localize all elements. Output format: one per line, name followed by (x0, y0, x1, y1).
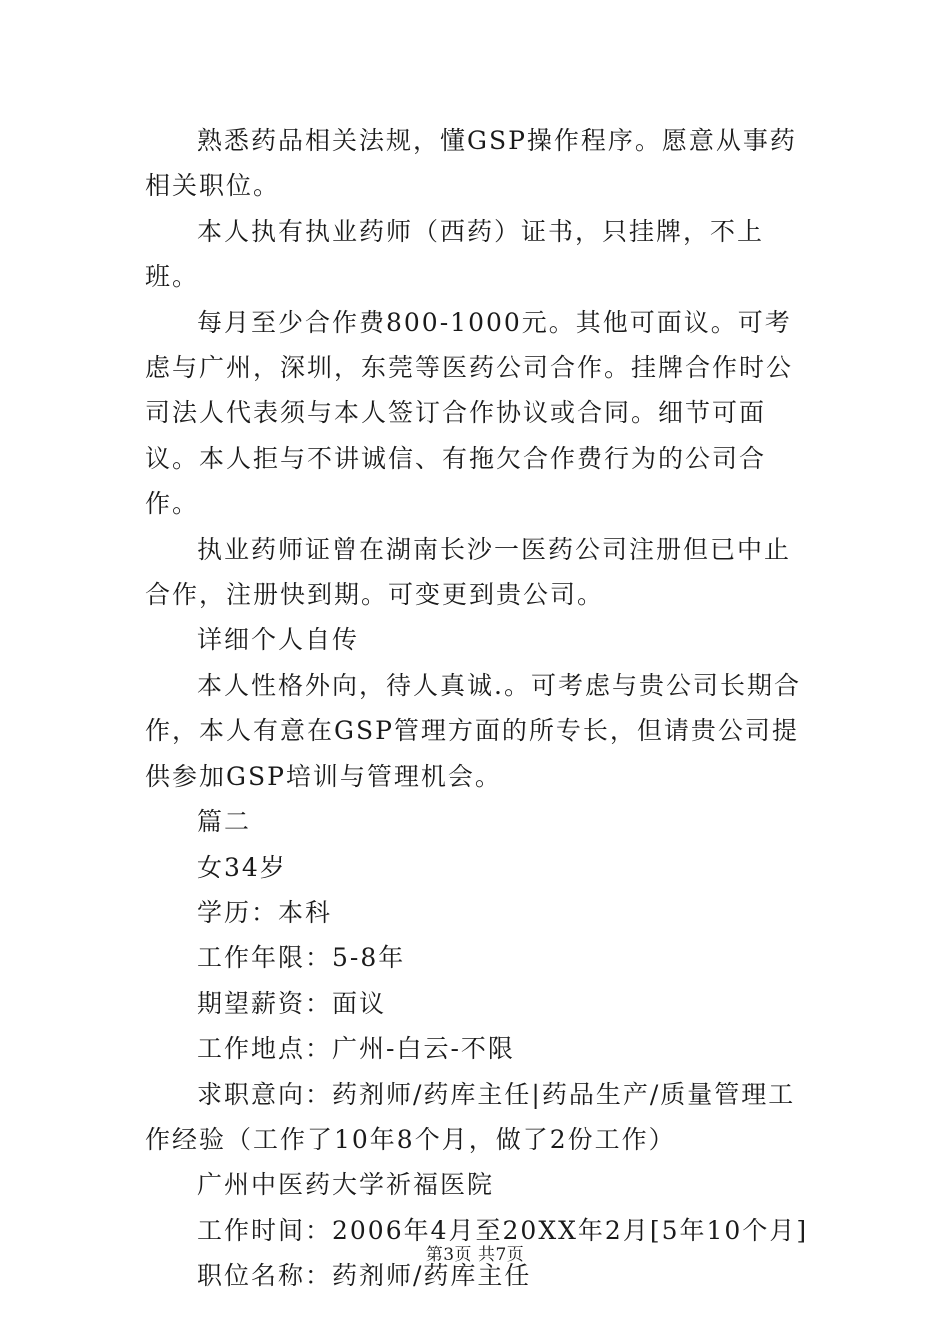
field-work-years: 工作年限：5-8年 (197, 943, 406, 973)
paragraph-personality: 本人性格外向，待人真诚.。可考虑与贵公司长期合作，本人有意在GSP管理方面的所专长，但请贵公司提供参加GSP培训与管理机会。 (145, 670, 801, 791)
paragraph-registration: 执业药师证曾在湖南长沙一医药公司注册但已中止合作，注册快到期。可变更到贵公司。 (145, 534, 792, 610)
page-number-footer: 第3页 共7页 (425, 1245, 525, 1265)
section-heading-part-two: 篇二 (197, 807, 252, 837)
field-position-title: 职位名称：药剂师/药库主任 (197, 1261, 532, 1291)
paragraph-cooperation-fee: 每月至少合作费800-1000元。其他可面议。可考虑与广州，深圳，东莞等医药公司合作。挂牌合作时公司法人代表须与本人签订合作协议或合同。细节可面议。本人拒与不讲诚信、有拖欠合作费行为的公司合作。 (145, 307, 794, 519)
paragraph-license: 本人执有执业药师（西药）证书，只挂牌，不上班。 (145, 216, 765, 292)
paragraph-autobiography-heading: 详细个人自传 (197, 625, 360, 655)
field-work-location: 工作地点：广州-白云-不限 (197, 1034, 515, 1064)
field-expected-salary: 期望薪资：面议 (197, 988, 387, 1018)
document-body (145, 118, 815, 1299)
field-gender-age: 女34岁 (197, 852, 287, 882)
field-employer: 广州中医药大学祈福医院 (197, 1170, 495, 1200)
paragraph-gsp-familiarity: 熟悉药品相关法规，懂GSP操作程序。愿意从事药相关职位。 (145, 126, 797, 201)
field-education: 学历：本科 (197, 897, 333, 927)
field-job-intention: 求职意向：药剂师/药库主任|药品生产/质量管理工作经验（工作了10年8个月，做了2份工作） (145, 1079, 796, 1154)
field-work-period: 工作时间：2006年4月至20XX年2月[5年10个月] (197, 1215, 809, 1245)
